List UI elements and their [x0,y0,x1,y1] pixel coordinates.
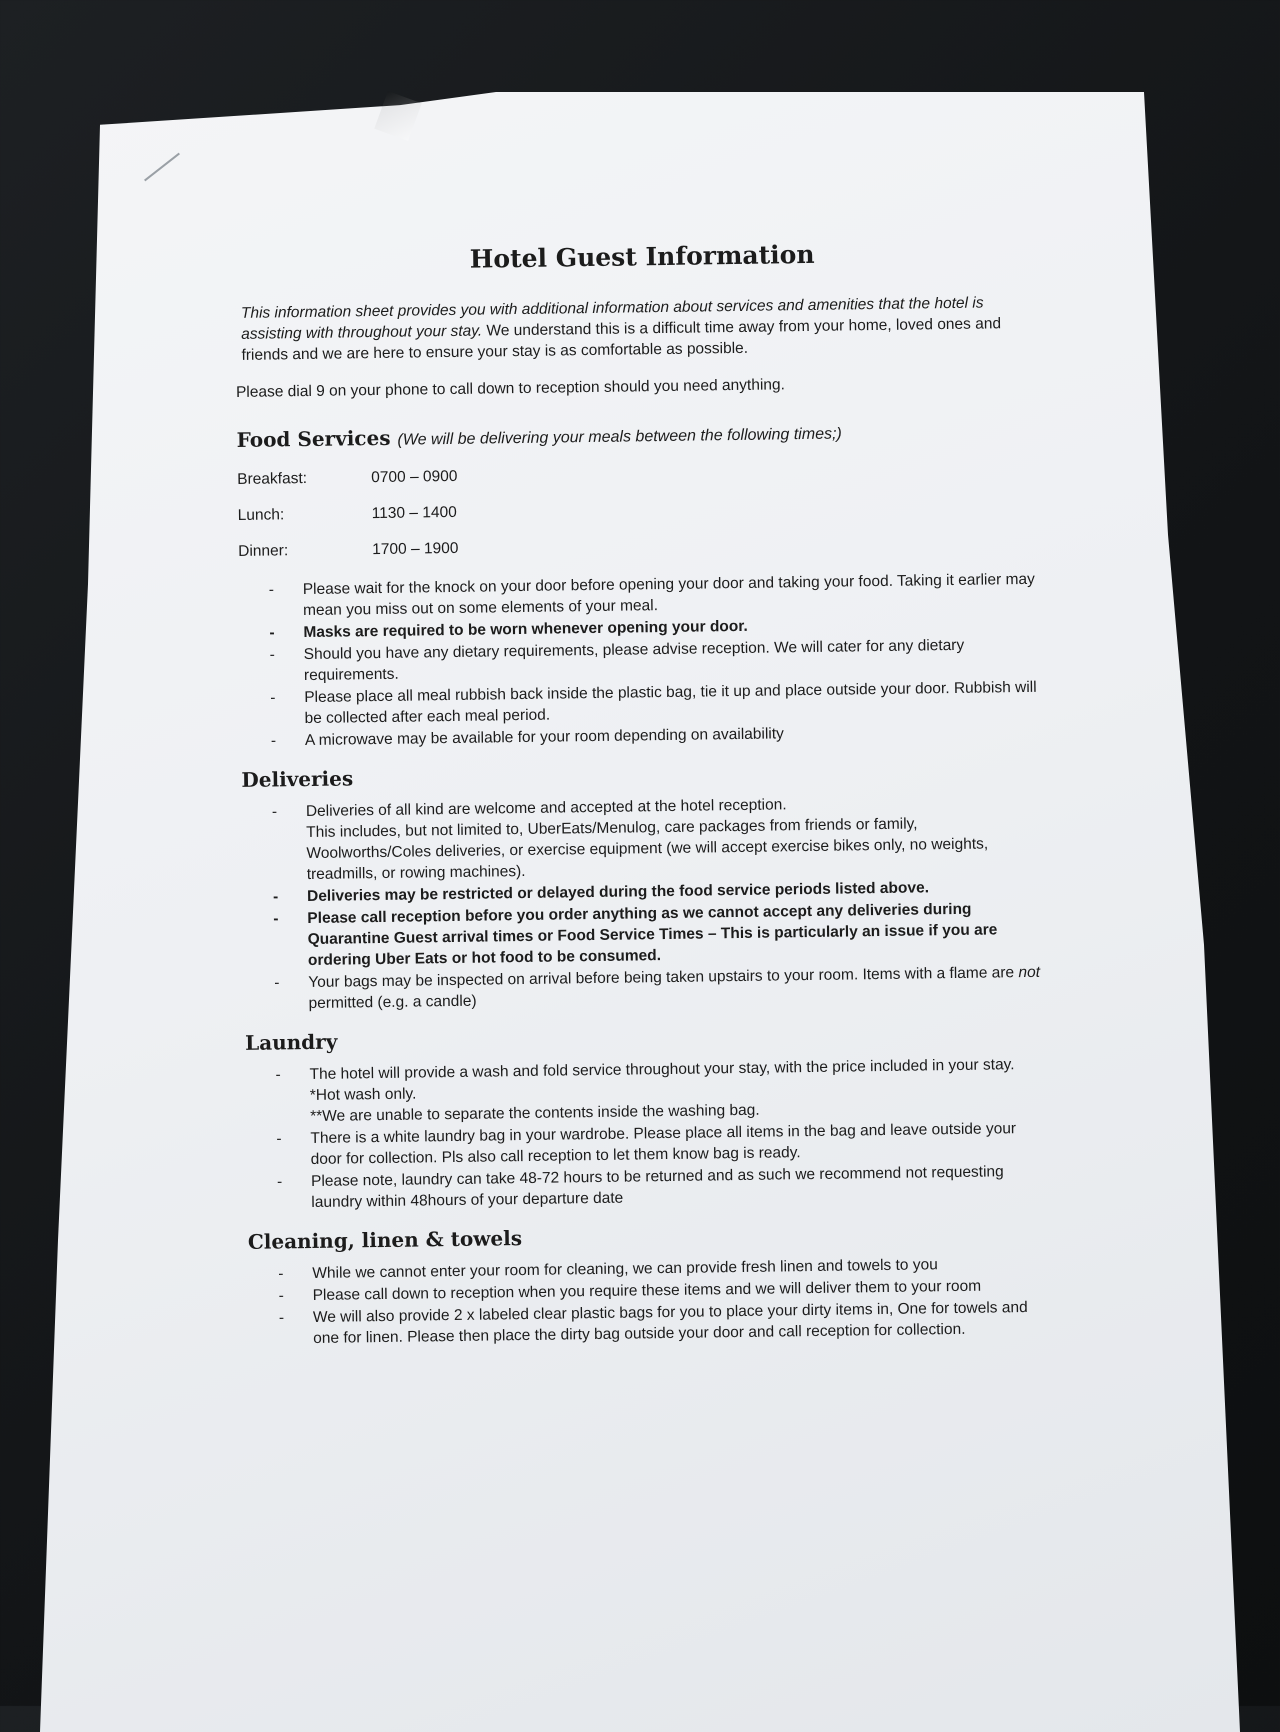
laundry-line: The hotel will provide a wash and fold service throughout your stay, with the price included in your stay. [309,1056,1015,1083]
meal-time: 1130 – 1400 [371,503,457,523]
laundry-bullets [243,1053,1095,1214]
intro-paragraph [241,292,1042,366]
meal-label: Dinner: [238,542,289,560]
list-item: - Please wait for the knock on your door before opening your door and taking your food. Taking it earlier may mean you miss out on some elements of your meal. [237,569,1044,622]
delivery-emphasis: not [1018,963,1041,982]
document-title: Hotel Guest Information [469,239,815,274]
intro-rest: We understand this is a difficult time away from your home, loved ones and friends and we are here to ensure your stay is as comfortable as possible. [241,315,1002,364]
list-item: - Please call reception before you order anything as we cannot accept any deliveries during Quarantine Guest arrival times or Food Service Times – This is particularly an issue if you are ordering Uber Eats or hot food to be consumed. [241,898,1048,972]
list-item [240,791,1047,886]
list-item: - Deliveries may be restricted or delayed during the food service periods listed above. [241,876,1047,908]
list-item: - Please place all meal rubbish back inside the plastic bag, tie it up and place outside your door. Rubbish will be collected after each meal period. [238,677,1045,730]
deliveries-heading: Deliveries [241,766,354,792]
meal-label: Breakfast: [237,469,308,488]
food-bullets [237,568,1089,752]
list-item [243,1054,1050,1128]
delivery-line: Your bags may be inspected on arrival before being taken upstairs to your room. Items with a flame are [308,964,1019,992]
delivery-line: permitted (e.g. a candle) [308,992,477,1013]
list-item: - Please note, laundry can take 48-72 hours to be returned and as such we recommend not requesting laundry within 48hours of your departure date [245,1161,1052,1214]
laundry-line: **We are unable to separate the contents inside the washing bag. [310,1101,760,1125]
list-item: - There is a white laundry bag in your wardrobe. Please place all items in the bag and leave outside your door for collection. Pls also call reception to let them know bag is ready. [244,1118,1051,1171]
list-item: - Masks are required to be worn whenever opening your door. [237,612,1043,644]
meal-time: 0700 – 0900 [371,467,458,487]
food-services-heading [237,416,1085,452]
cleaning-bullets [246,1252,1097,1350]
list-item: - Please call down to reception when you require these items and we will deliver them to your room [246,1275,1052,1307]
dial-note: Please dial 9 on your phone to call down to reception should you need anything. [235,376,786,401]
list-item: - A microwave may be available for your room depending on availability [239,720,1045,752]
meal-time: 1700 – 1900 [372,539,459,559]
food-subheading: (We will be delivering your meals between the following times;) [397,425,842,449]
laundry-line: *Hot wash only. [309,1085,417,1104]
list-item: - While we cannot enter your room for cleaning, we can provide fresh linen and towels to you [246,1253,1052,1285]
cleaning-heading: Cleaning, linen & towels [247,1226,523,1254]
meal-times [237,450,1086,570]
delivery-line: This includes, but not limited to, UberEats/Menulog, care packages from friends or family, Woolworths/Coles deliveries, or exercise equipment (we will accept exercise bikes only, no weights, treadmills, or rowing machines). [306,815,989,884]
deliveries-bullets [240,790,1093,1015]
delivery-line: Deliveries of all kind are welcome and accepted at the hotel reception. [305,796,787,821]
list-item: - Should you have any dietary requirements, please advise reception. We will cater for any dietary requirements. [238,634,1045,687]
laundry-heading: Laundry [244,1029,338,1055]
intro-italic: This information sheet provides you with additional information about services and amenities that the hotel is assisting with throughout your stay. [240,294,984,343]
food-heading-text: Food Services [236,425,391,452]
list-item: - We will also provide 2 x labeled clear plastic bags for you to place your dirty items in, One for towels and one for linen. Please then place the dirty bag outside your door and call reception for collection. [247,1297,1054,1350]
document-content [232,236,1098,1366]
meal-label: Lunch: [237,506,285,524]
